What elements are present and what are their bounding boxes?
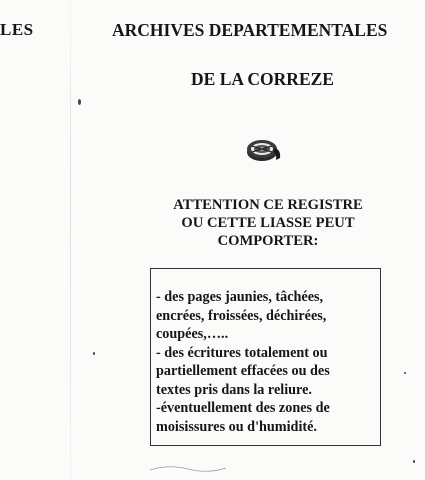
scan-speck (78, 99, 81, 105)
attention-line: OU CETTE LIASSE PEUT (181, 215, 355, 231)
notice-box (150, 268, 381, 446)
notice-line: textes pris dans la reliure. (156, 381, 312, 398)
attention-line: ATTENTION CE REGISTRE (173, 197, 363, 213)
film-reel-icon (242, 136, 284, 166)
notice-line: encrées, froissées, déchirées, (156, 307, 327, 324)
notice-line: -éventuellement des zones de (156, 400, 330, 416)
scan-speck (93, 352, 95, 355)
notice-line: coupées,….. (156, 326, 229, 342)
notice-line: - des écritures totalement ou (156, 344, 328, 361)
scan-speck (404, 372, 406, 374)
adjacent-page-title-fragment: LES (0, 20, 34, 39)
archive-title: ARCHIVES DEPARTEMENTALES (112, 20, 388, 40)
attention-line: COMPORTER: (217, 233, 319, 249)
notice-line: moisissures ou d'humidité. (156, 418, 317, 435)
archive-subtitle: DE LA CORREZE (191, 69, 334, 89)
notice-line: - des pages jaunies, tâchées, (156, 289, 324, 305)
notice-line: partiellement effacées ou des (156, 363, 330, 379)
attention-heading (150, 196, 386, 250)
scan-mark (148, 460, 228, 478)
scan-speck (413, 460, 415, 463)
